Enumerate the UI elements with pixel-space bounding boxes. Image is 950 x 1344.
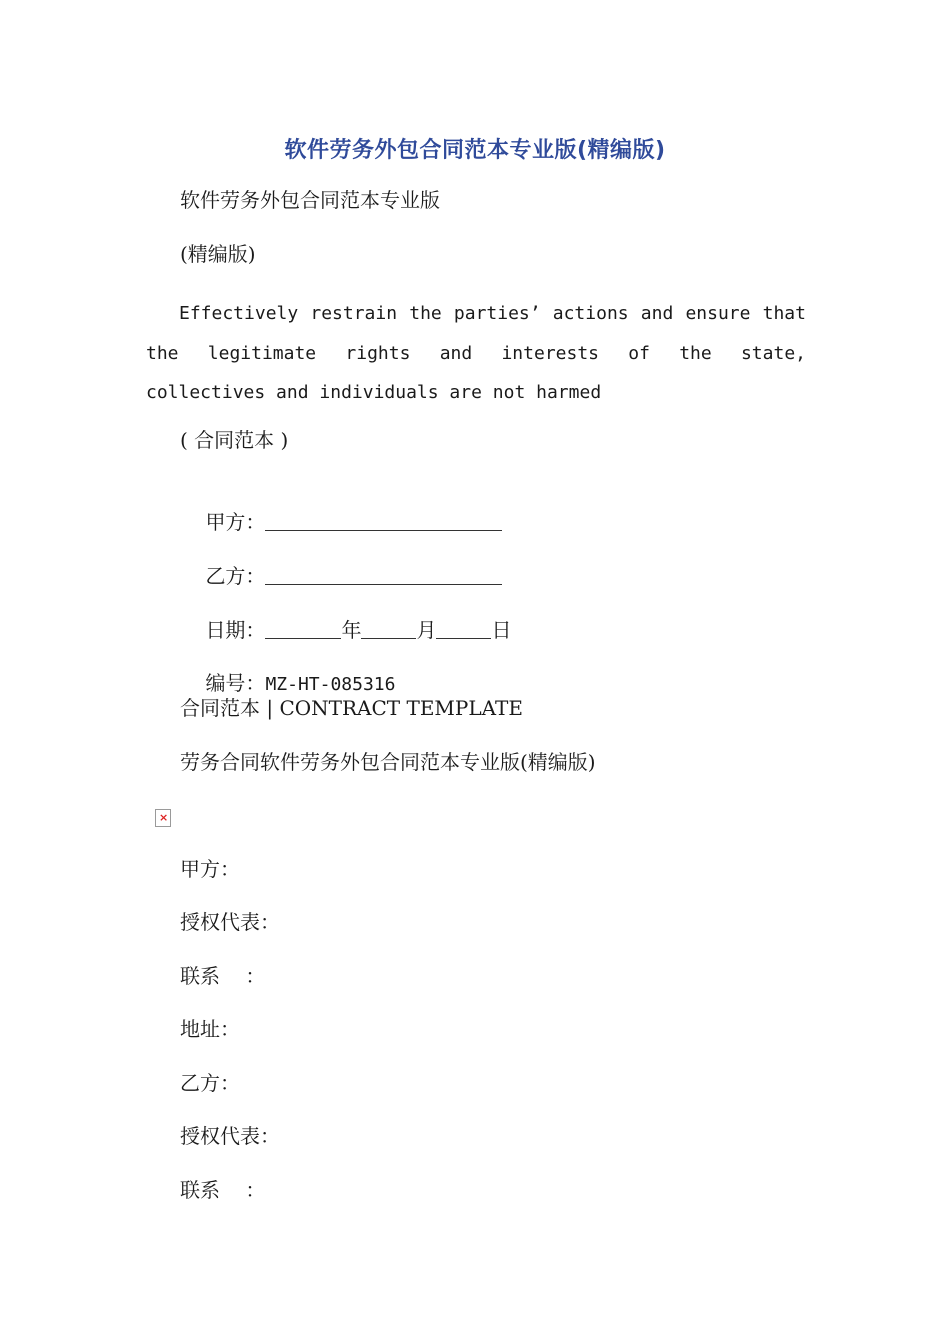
contract-template-line: 合同范本 | CONTRACT TEMPLATE (180, 696, 523, 720)
date-year-blank[interactable] (265, 620, 341, 639)
broken-image-glyph: × (159, 811, 169, 824)
number-label: 编号： (205, 671, 266, 695)
date-year-label: 年 (341, 618, 362, 642)
party-b-label: 乙方： (205, 564, 266, 588)
date-day-blank[interactable] (436, 620, 491, 639)
party-b-blank[interactable] (265, 566, 502, 585)
party-a-label: 甲方： (205, 510, 266, 534)
broken-image-icon (155, 809, 171, 827)
field-party-a-rep: 授权代表： (180, 910, 280, 934)
subtitle-line-2: (精编版) (180, 242, 256, 266)
date-day-label: 日 (491, 618, 512, 642)
field-party-a-address: 地址： (180, 1017, 240, 1041)
document-title: 软件劳务外包合同范本专业版(精编版) (284, 138, 666, 163)
date-month-blank[interactable] (361, 620, 416, 639)
date-label: 日期： (205, 618, 266, 642)
field-party-b: 乙方： (180, 1071, 240, 1095)
contract-number: MZ-HT-085316 (265, 674, 396, 695)
field-party-b-rep: 授权代表： (180, 1124, 280, 1148)
field-party-b-contact: 联系 ： (180, 1178, 266, 1202)
subtitle-line-1: 软件劳务外包合同范本专业版 (180, 188, 440, 212)
template-label: ( 合同范本 ) (180, 428, 289, 452)
date-month-label: 月 (416, 618, 437, 642)
party-a-blank[interactable] (265, 512, 502, 531)
field-party-a: 甲方： (180, 857, 240, 881)
intro-paragraph: Effectively restrain the parties’ actions and ensure that the legitimate rights and interests of the state, collectives and individuals are not harmed (146, 303, 806, 403)
field-party-a-contact: 联系 ： (180, 964, 266, 988)
section-heading: 劳务合同软件劳务外包合同范本专业版(精编版) (180, 750, 596, 774)
